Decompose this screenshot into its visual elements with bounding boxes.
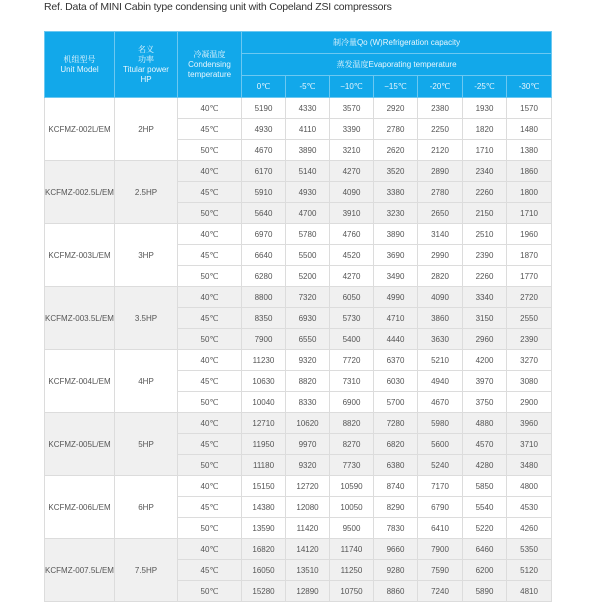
capacity-value-cell: 6200 bbox=[463, 560, 507, 581]
capacity-value-cell: 8820 bbox=[286, 371, 330, 392]
capacity-value-cell: 11180 bbox=[242, 455, 286, 476]
unit-model-cell: KCFMZ-003.5L/EM bbox=[45, 287, 115, 350]
capacity-value-cell: 10750 bbox=[330, 581, 374, 602]
capacity-value-cell: 3080 bbox=[507, 371, 552, 392]
capacity-value-cell: 10590 bbox=[330, 476, 374, 497]
capacity-value-cell: 8800 bbox=[242, 287, 286, 308]
capacity-value-cell: 4200 bbox=[463, 350, 507, 371]
condensing-temp-cell: 50℃ bbox=[178, 329, 242, 350]
capacity-value-cell: 10620 bbox=[286, 413, 330, 434]
capacity-value-cell: 1380 bbox=[507, 140, 552, 161]
capacity-value-cell: 2380 bbox=[418, 98, 463, 119]
capacity-value-cell: 7830 bbox=[374, 518, 418, 539]
capacity-value-cell: 3910 bbox=[330, 203, 374, 224]
capacity-value-cell: 5400 bbox=[330, 329, 374, 350]
capacity-value-cell: 2250 bbox=[418, 119, 463, 140]
condensing-temp-cell: 40℃ bbox=[178, 98, 242, 119]
capacity-value-cell: 6930 bbox=[286, 308, 330, 329]
capacity-value-cell: 2150 bbox=[463, 203, 507, 224]
condensing-temp-cell: 45℃ bbox=[178, 308, 242, 329]
table-row bbox=[45, 476, 552, 497]
capacity-value-cell: 5700 bbox=[374, 392, 418, 413]
capacity-value-cell: 9320 bbox=[286, 350, 330, 371]
capacity-value-cell: 3570 bbox=[330, 98, 374, 119]
unit-group bbox=[45, 287, 552, 350]
capacity-value-cell: 4530 bbox=[507, 497, 552, 518]
unit-group bbox=[45, 224, 552, 287]
capacity-value-cell: 6550 bbox=[286, 329, 330, 350]
capacity-value-cell: 5500 bbox=[286, 245, 330, 266]
capacity-value-cell: 7170 bbox=[418, 476, 463, 497]
condensing-temp-cell: 50℃ bbox=[178, 518, 242, 539]
capacity-value-cell: 3890 bbox=[286, 140, 330, 161]
capacity-value-cell: 5890 bbox=[463, 581, 507, 602]
capacity-value-cell: 3210 bbox=[330, 140, 374, 161]
capacity-value-cell: 3520 bbox=[374, 161, 418, 182]
capacity-value-cell: 5600 bbox=[418, 434, 463, 455]
table-row bbox=[45, 413, 552, 434]
capacity-value-cell: 5190 bbox=[242, 98, 286, 119]
capacity-value-cell: 6460 bbox=[463, 539, 507, 560]
condensing-temp-cell: 45℃ bbox=[178, 245, 242, 266]
header-condensing-temp bbox=[178, 32, 242, 98]
capacity-value-cell: 4440 bbox=[374, 329, 418, 350]
capacity-value-cell: 3480 bbox=[507, 455, 552, 476]
capacity-value-cell: 6280 bbox=[242, 266, 286, 287]
capacity-value-cell: 1800 bbox=[507, 182, 552, 203]
capacity-value-cell: 4670 bbox=[242, 140, 286, 161]
capacity-value-cell: 3970 bbox=[463, 371, 507, 392]
capacity-value-cell: 13510 bbox=[286, 560, 330, 581]
header-power-cn-1: 名义 bbox=[138, 44, 154, 54]
capacity-value-cell: 3750 bbox=[463, 392, 507, 413]
capacity-value-cell: 1480 bbox=[507, 119, 552, 140]
header-unit-model bbox=[45, 32, 115, 98]
capacity-value-cell: 5910 bbox=[242, 182, 286, 203]
capacity-value-cell: 4260 bbox=[507, 518, 552, 539]
capacity-value-cell: 10050 bbox=[330, 497, 374, 518]
capacity-value-cell: 4880 bbox=[463, 413, 507, 434]
capacity-value-cell: 7310 bbox=[330, 371, 374, 392]
capacity-value-cell: 5240 bbox=[418, 455, 463, 476]
capacity-value-cell: 16820 bbox=[242, 539, 286, 560]
condensing-temp-cell: 40℃ bbox=[178, 350, 242, 371]
capacity-value-cell: 7900 bbox=[242, 329, 286, 350]
capacity-value-cell: 2820 bbox=[418, 266, 463, 287]
titular-power-cell: 3HP bbox=[115, 224, 178, 287]
header-evap-temp: −15℃ bbox=[374, 76, 418, 98]
unit-group bbox=[45, 350, 552, 413]
condensing-temp-cell: 50℃ bbox=[178, 581, 242, 602]
condensing-temp-cell: 50℃ bbox=[178, 455, 242, 476]
capacity-value-cell: 10040 bbox=[242, 392, 286, 413]
capacity-value-cell: 6050 bbox=[330, 287, 374, 308]
capacity-value-cell: 6640 bbox=[242, 245, 286, 266]
capacity-value-cell: 14380 bbox=[242, 497, 286, 518]
unit-group bbox=[45, 413, 552, 476]
capacity-value-cell: 14120 bbox=[286, 539, 330, 560]
capacity-value-cell: 4930 bbox=[286, 182, 330, 203]
capacity-value-cell: 8290 bbox=[374, 497, 418, 518]
header-evap-temp: -5℃ bbox=[286, 76, 330, 98]
capacity-value-cell: 1860 bbox=[507, 161, 552, 182]
capacity-value-cell: 9500 bbox=[330, 518, 374, 539]
capacity-value-cell: 2780 bbox=[374, 119, 418, 140]
capacity-value-cell: 5850 bbox=[463, 476, 507, 497]
condensing-temp-cell: 40℃ bbox=[178, 539, 242, 560]
capacity-value-cell: 1770 bbox=[507, 266, 552, 287]
capacity-value-cell: 9320 bbox=[286, 455, 330, 476]
capacity-value-cell: 4330 bbox=[286, 98, 330, 119]
capacity-value-cell: 1570 bbox=[507, 98, 552, 119]
capacity-value-cell: 2390 bbox=[507, 329, 552, 350]
capacity-value-cell: 1930 bbox=[463, 98, 507, 119]
capacity-value-cell: 4990 bbox=[374, 287, 418, 308]
header-cond-en-2: temperature bbox=[187, 69, 232, 79]
table-row bbox=[45, 98, 552, 119]
capacity-value-cell: 3890 bbox=[374, 224, 418, 245]
capacity-value-cell: 4270 bbox=[330, 266, 374, 287]
capacity-value-cell: 5780 bbox=[286, 224, 330, 245]
capacity-value-cell: 6790 bbox=[418, 497, 463, 518]
capacity-value-cell: 6170 bbox=[242, 161, 286, 182]
condensing-temp-cell: 45℃ bbox=[178, 119, 242, 140]
condensing-temp-cell: 40℃ bbox=[178, 413, 242, 434]
capacity-value-cell: 6370 bbox=[374, 350, 418, 371]
capacity-value-cell: 7720 bbox=[330, 350, 374, 371]
capacity-value-cell: 2990 bbox=[418, 245, 463, 266]
capacity-value-cell: 5640 bbox=[242, 203, 286, 224]
capacity-value-cell: 1960 bbox=[507, 224, 552, 245]
table-row bbox=[45, 287, 552, 308]
capacity-value-cell: 2720 bbox=[507, 287, 552, 308]
capacity-value-cell: 2260 bbox=[463, 182, 507, 203]
capacity-value-cell: 6820 bbox=[374, 434, 418, 455]
titular-power-cell: 2HP bbox=[115, 98, 178, 161]
capacity-value-cell: 15280 bbox=[242, 581, 286, 602]
condensing-temp-cell: 45℃ bbox=[178, 434, 242, 455]
header-power-en: Titular power bbox=[123, 64, 169, 74]
capacity-value-cell: 6380 bbox=[374, 455, 418, 476]
titular-power-cell: 7.5HP bbox=[115, 539, 178, 602]
condensing-temp-cell: 50℃ bbox=[178, 140, 242, 161]
capacity-value-cell: 11230 bbox=[242, 350, 286, 371]
titular-power-cell: 3.5HP bbox=[115, 287, 178, 350]
page-title: Ref. Data of MINI Cabin type condensing unit with Copeland ZSI compressors bbox=[44, 1, 392, 13]
condensing-temp-cell: 45℃ bbox=[178, 497, 242, 518]
header-evap-temp: -20℃ bbox=[418, 76, 463, 98]
header-refrigeration-capacity: 制冷量Qo (W)Refrigeration capacity bbox=[242, 32, 552, 54]
unit-model-cell: KCFMZ-006L/EM bbox=[45, 476, 115, 539]
capacity-value-cell: 4670 bbox=[418, 392, 463, 413]
capacity-value-cell: 4280 bbox=[463, 455, 507, 476]
capacity-value-cell: 13590 bbox=[242, 518, 286, 539]
unit-model-cell: KCFMZ-003L/EM bbox=[45, 224, 115, 287]
capacity-value-cell: 3150 bbox=[463, 308, 507, 329]
capacity-value-cell: 3960 bbox=[507, 413, 552, 434]
capacity-value-cell: 3860 bbox=[418, 308, 463, 329]
capacity-value-cell: 5730 bbox=[330, 308, 374, 329]
capacity-value-cell: 3490 bbox=[374, 266, 418, 287]
capacity-value-cell: 7240 bbox=[418, 581, 463, 602]
capacity-value-cell: 5350 bbox=[507, 539, 552, 560]
capacity-value-cell: 4710 bbox=[374, 308, 418, 329]
header-power-cn-2: 功率 bbox=[138, 54, 154, 64]
condensing-temp-cell: 40℃ bbox=[178, 476, 242, 497]
capacity-value-cell: 1820 bbox=[463, 119, 507, 140]
capacity-value-cell: 4810 bbox=[507, 581, 552, 602]
capacity-value-cell: 8860 bbox=[374, 581, 418, 602]
header-unit-model-en: Unit Model bbox=[60, 64, 99, 74]
table-row bbox=[45, 539, 552, 560]
capacity-value-cell: 8350 bbox=[242, 308, 286, 329]
capacity-value-cell: 5200 bbox=[286, 266, 330, 287]
capacity-value-cell: 10630 bbox=[242, 371, 286, 392]
capacity-value-cell: 3380 bbox=[374, 182, 418, 203]
unit-model-cell: KCFMZ-002L/EM bbox=[45, 98, 115, 161]
capacity-value-cell: 4090 bbox=[418, 287, 463, 308]
capacity-value-cell: 8820 bbox=[330, 413, 374, 434]
capacity-value-cell: 9660 bbox=[374, 539, 418, 560]
capacity-value-cell: 16050 bbox=[242, 560, 286, 581]
capacity-value-cell: 7900 bbox=[418, 539, 463, 560]
capacity-value-cell: 8270 bbox=[330, 434, 374, 455]
capacity-value-cell: 5120 bbox=[507, 560, 552, 581]
capacity-value-cell: 2340 bbox=[463, 161, 507, 182]
capacity-value-cell: 6030 bbox=[374, 371, 418, 392]
capacity-value-cell: 4270 bbox=[330, 161, 374, 182]
capacity-value-cell: 7280 bbox=[374, 413, 418, 434]
header-evap-temp: −10℃ bbox=[330, 76, 374, 98]
capacity-value-cell: 5220 bbox=[463, 518, 507, 539]
condensing-temp-cell: 40℃ bbox=[178, 161, 242, 182]
titular-power-cell: 5HP bbox=[115, 413, 178, 476]
capacity-value-cell: 4700 bbox=[286, 203, 330, 224]
capacity-value-cell: 5540 bbox=[463, 497, 507, 518]
capacity-value-cell: 2260 bbox=[463, 266, 507, 287]
table-row bbox=[45, 350, 552, 371]
condensing-temp-cell: 50℃ bbox=[178, 266, 242, 287]
condensing-temp-cell: 45℃ bbox=[178, 371, 242, 392]
condensing-temp-cell: 50℃ bbox=[178, 203, 242, 224]
capacity-value-cell: 2550 bbox=[507, 308, 552, 329]
capacity-value-cell: 11420 bbox=[286, 518, 330, 539]
capacity-value-cell: 8740 bbox=[374, 476, 418, 497]
capacity-value-cell: 2650 bbox=[418, 203, 463, 224]
capacity-value-cell: 6900 bbox=[330, 392, 374, 413]
header-evap-temp: 0℃ bbox=[242, 76, 286, 98]
unit-model-cell: KCFMZ-002.5L/EM bbox=[45, 161, 115, 224]
capacity-value-cell: 3630 bbox=[418, 329, 463, 350]
capacity-value-cell: 7320 bbox=[286, 287, 330, 308]
capacity-value-cell: 11250 bbox=[330, 560, 374, 581]
header-evap-temp: -25℃ bbox=[463, 76, 507, 98]
capacity-value-cell: 2960 bbox=[463, 329, 507, 350]
condensing-temp-cell: 45℃ bbox=[178, 182, 242, 203]
capacity-value-cell: 4930 bbox=[242, 119, 286, 140]
capacity-value-cell: 2510 bbox=[463, 224, 507, 245]
capacity-value-cell: 5140 bbox=[286, 161, 330, 182]
capacity-table bbox=[44, 31, 552, 602]
capacity-value-cell: 5210 bbox=[418, 350, 463, 371]
unit-group bbox=[45, 161, 552, 224]
condensing-temp-cell: 50℃ bbox=[178, 392, 242, 413]
capacity-value-cell: 12720 bbox=[286, 476, 330, 497]
capacity-value-cell: 2900 bbox=[507, 392, 552, 413]
condensing-temp-cell: 45℃ bbox=[178, 560, 242, 581]
capacity-value-cell: 5980 bbox=[418, 413, 463, 434]
header-cond-en-1: Condensing bbox=[188, 59, 231, 69]
capacity-value-cell: 4090 bbox=[330, 182, 374, 203]
capacity-value-cell: 4110 bbox=[286, 119, 330, 140]
header-evaporating-temp: 蒸发温度Evaporating temperature bbox=[242, 54, 552, 76]
header-cond-cn: 冷凝温度 bbox=[193, 49, 226, 59]
capacity-value-cell: 3710 bbox=[507, 434, 552, 455]
capacity-value-cell: 8330 bbox=[286, 392, 330, 413]
capacity-value-cell: 4760 bbox=[330, 224, 374, 245]
unit-model-cell: KCFMZ-007.5L/EM bbox=[45, 539, 115, 602]
capacity-value-cell: 6410 bbox=[418, 518, 463, 539]
capacity-value-cell: 15150 bbox=[242, 476, 286, 497]
capacity-value-cell: 2780 bbox=[418, 182, 463, 203]
capacity-value-cell: 7590 bbox=[418, 560, 463, 581]
capacity-value-cell: 2920 bbox=[374, 98, 418, 119]
condensing-temp-cell: 40℃ bbox=[178, 224, 242, 245]
capacity-value-cell: 3390 bbox=[330, 119, 374, 140]
capacity-value-cell: 3340 bbox=[463, 287, 507, 308]
capacity-value-cell: 3140 bbox=[418, 224, 463, 245]
header-power-unit: HP bbox=[140, 74, 152, 84]
capacity-value-cell: 4570 bbox=[463, 434, 507, 455]
capacity-value-cell: 2120 bbox=[418, 140, 463, 161]
capacity-value-cell: 3690 bbox=[374, 245, 418, 266]
capacity-value-cell: 1710 bbox=[507, 203, 552, 224]
capacity-value-cell: 4800 bbox=[507, 476, 552, 497]
header-titular-power bbox=[115, 32, 178, 98]
capacity-value-cell: 12080 bbox=[286, 497, 330, 518]
capacity-value-cell: 2620 bbox=[374, 140, 418, 161]
capacity-value-cell: 6970 bbox=[242, 224, 286, 245]
capacity-value-cell: 4940 bbox=[418, 371, 463, 392]
capacity-value-cell: 2890 bbox=[418, 161, 463, 182]
table-row bbox=[45, 161, 552, 182]
capacity-value-cell: 12890 bbox=[286, 581, 330, 602]
condensing-temp-cell: 40℃ bbox=[178, 287, 242, 308]
unit-group bbox=[45, 98, 552, 161]
capacity-value-cell: 3270 bbox=[507, 350, 552, 371]
capacity-value-cell: 3230 bbox=[374, 203, 418, 224]
capacity-value-cell: 1710 bbox=[463, 140, 507, 161]
capacity-value-cell: 1870 bbox=[507, 245, 552, 266]
capacity-value-cell: 9970 bbox=[286, 434, 330, 455]
capacity-value-cell: 11950 bbox=[242, 434, 286, 455]
titular-power-cell: 2.5HP bbox=[115, 161, 178, 224]
unit-model-cell: KCFMZ-005L/EM bbox=[45, 413, 115, 476]
unit-model-cell: KCFMZ-004L/EM bbox=[45, 350, 115, 413]
capacity-value-cell: 11740 bbox=[330, 539, 374, 560]
header-evap-temp: -30℃ bbox=[507, 76, 552, 98]
capacity-value-cell: 4520 bbox=[330, 245, 374, 266]
unit-group bbox=[45, 539, 552, 602]
header-unit-model-cn: 机组型号 bbox=[63, 54, 96, 64]
capacity-value-cell: 9280 bbox=[374, 560, 418, 581]
capacity-value-cell: 2390 bbox=[463, 245, 507, 266]
titular-power-cell: 4HP bbox=[115, 350, 178, 413]
titular-power-cell: 6HP bbox=[115, 476, 178, 539]
unit-group bbox=[45, 476, 552, 539]
capacity-value-cell: 7730 bbox=[330, 455, 374, 476]
table-row bbox=[45, 224, 552, 245]
capacity-value-cell: 12710 bbox=[242, 413, 286, 434]
